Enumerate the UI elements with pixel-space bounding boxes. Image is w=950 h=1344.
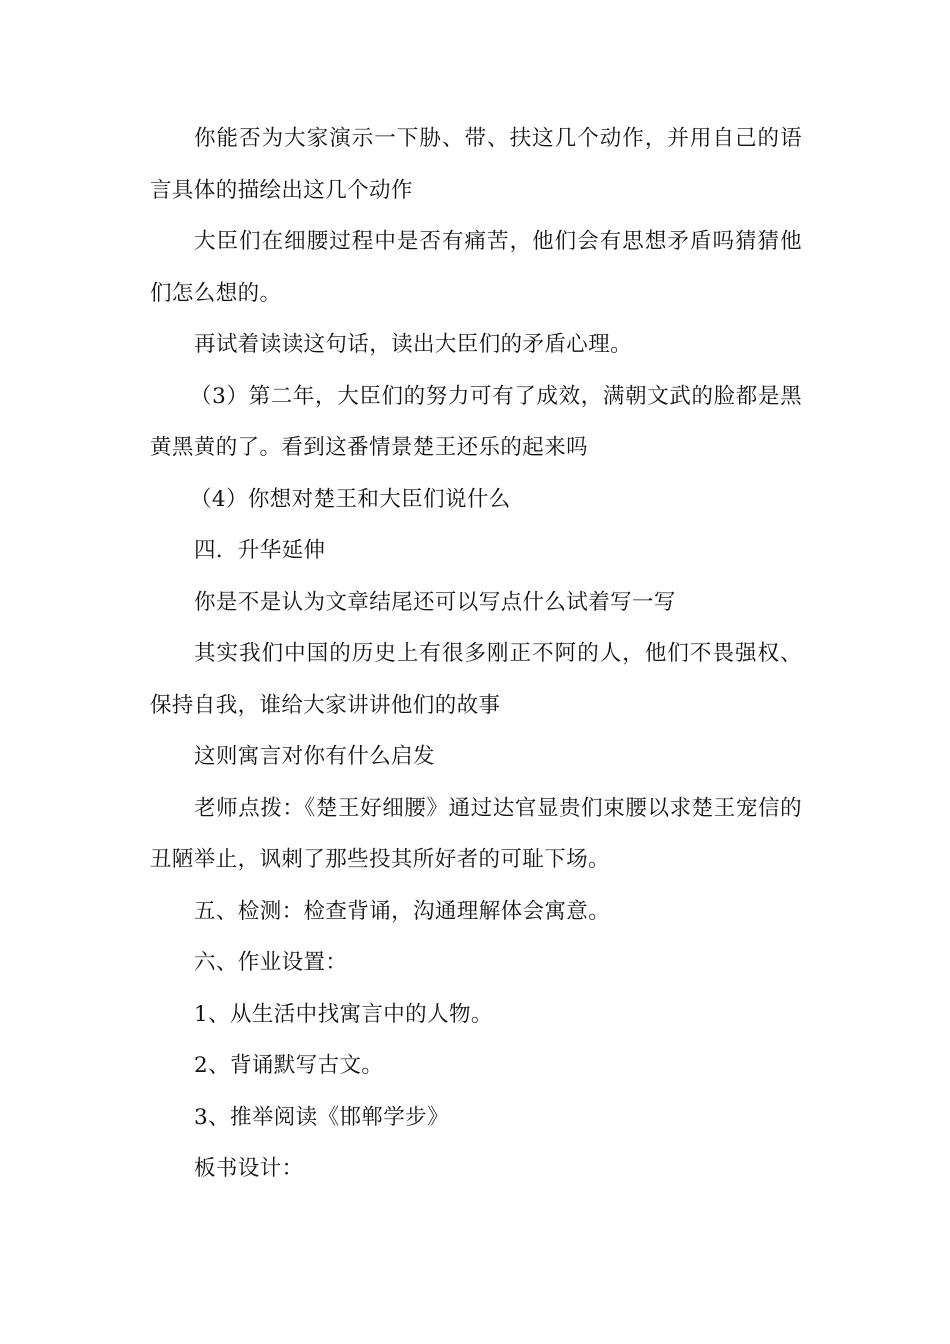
homework-item-1: 1、从生活中找寓言中的人物。 [194,1001,493,1027]
section-heading-homework: 六、作业设置： [194,950,348,975]
section-heading-check: 五、检测：检查背诵，沟通理解体会寓意。 [194,898,611,924]
paragraph-history-stories: 其实我们中国的历史上有很多刚正不阿的人，他们不畏强权、保持自我，谁给大家讲讲他们的故事 [150,641,802,718]
section-heading-extension: 四．升华延伸 [194,538,326,563]
paragraph-read-again: 再试着读读这句话，读出大臣们的矛盾心理。 [194,332,633,357]
section-heading-board-design: 板书设计： [194,1156,304,1181]
paragraph-ministers-pain: 大臣们在细腰过程中是否有痛苦，他们会有思想矛盾吗猜猜他们怎么想的。 [150,229,802,306]
paragraph-second-year: （3）第二年，大臣们的努力可有了成效，满朝文武的脸都是黑黄黑黄的了。看到这番情景楚王还乐的起来吗 [150,383,802,460]
paragraph-demonstrate-actions: 你能否为大家演示一下胁、带、扶这几个动作，并用自己的语言具体的描绘出这几个动作 [150,126,802,203]
paragraph-teacher-comment: 老师点拨：《楚王好细腰》通过达官显贵们束腰以求楚王宠信的丑陋举止，讽刺了那些投其所好者的可耻下场。 [150,795,802,872]
homework-item-3: 3、推举阅读《邯郸学步》 [194,1104,449,1130]
document-body [150,113,802,1195]
homework-item-2: 2、背诵默写古文。 [194,1053,384,1078]
paragraph-inspiration: 这则寓言对你有什么启发 [194,744,435,769]
paragraph-write-ending: 你是不是认为文章结尾还可以写点什么试着写一写 [194,589,676,615]
paragraph-say-to-king: （4）你想对楚王和大臣们说什么 [190,486,511,512]
